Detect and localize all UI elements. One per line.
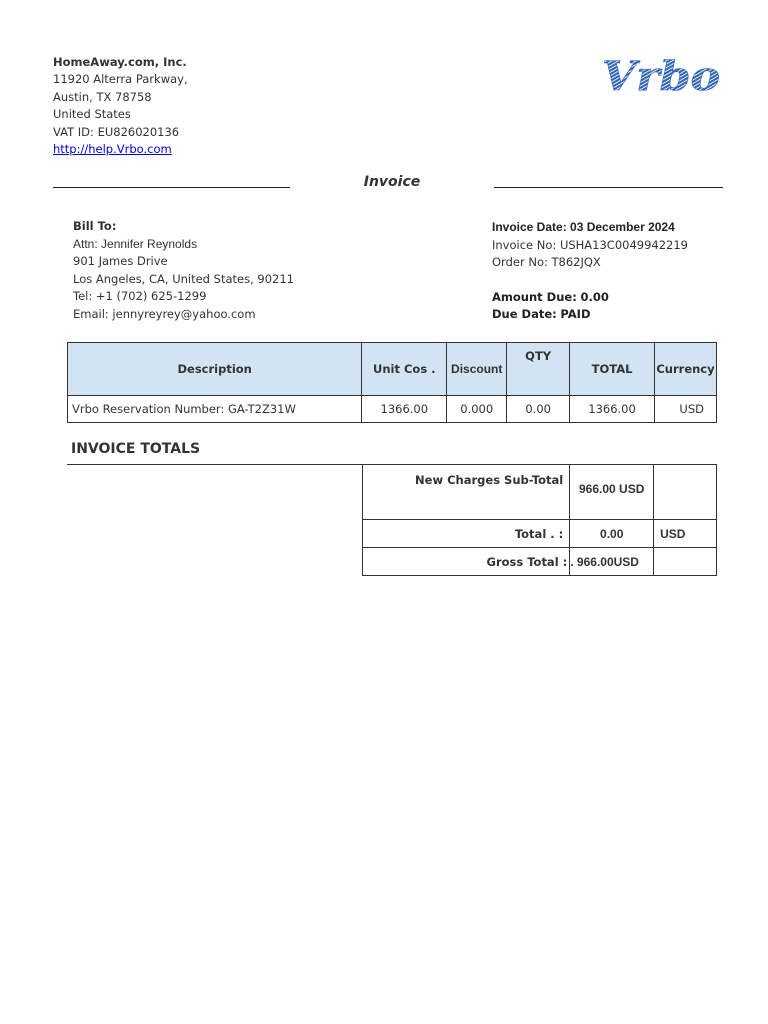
totals-divider <box>67 464 363 465</box>
invoice-date: Invoice Date: 03 December 2024 <box>492 220 675 234</box>
company-country: United States <box>53 107 131 122</box>
bill-to-street: 901 James Drive <box>73 254 168 269</box>
totals-table <box>362 464 717 576</box>
order-number: Order No: T862JQX <box>492 255 601 270</box>
amount-due-label: Amount Due: <box>492 289 577 304</box>
company-address-line1: 11920 Alterra Parkway, <box>53 72 188 87</box>
help-link[interactable]: http://help.Vrbo.com <box>53 142 172 157</box>
company-address <box>53 54 188 158</box>
amount-due <box>492 289 688 307</box>
gross-currency-empty <box>654 548 717 576</box>
col-qty: QTY <box>507 343 570 396</box>
bill-to-heading: Bill To: <box>73 219 117 233</box>
invoice-meta <box>492 219 688 324</box>
subtotal-currency-empty <box>654 465 717 520</box>
title-rule-left <box>53 187 290 188</box>
col-total: TOTAL <box>570 343 655 396</box>
amount-due-value: 0.00 <box>580 289 609 304</box>
due-date <box>492 306 688 324</box>
cell-total: 1366.00 <box>570 396 655 423</box>
cell-currency: USD <box>654 396 716 423</box>
cell-unit-cost: 1366.00 <box>362 396 447 423</box>
due-date-value: PAID <box>560 307 591 322</box>
subtotal-label: New Charges Sub-Total <box>363 465 570 520</box>
bill-to-email: Email: jennyreyrey@yahoo.com <box>73 306 256 321</box>
invoice-number: Invoice No: USHA13C0049942219 <box>492 237 688 252</box>
subtotal-row <box>363 465 717 520</box>
gross-label: Gross Total : <box>363 548 570 576</box>
total-currency: USD <box>654 520 717 548</box>
col-description: Description <box>68 343 362 396</box>
col-discount: Discount <box>447 343 507 396</box>
company-name: HomeAway.com, Inc. <box>53 55 187 69</box>
gross-value: . 966.00USD <box>570 548 654 576</box>
col-currency: Currency <box>654 343 716 396</box>
subtotal-value: 966.00 USD <box>570 465 654 520</box>
cell-discount: 0.000 <box>447 396 507 423</box>
logo-text: Vrbo <box>602 53 720 98</box>
vrbo-logo <box>600 50 724 98</box>
gross-row <box>363 548 717 576</box>
invoice-totals-heading: INVOICE TOTALS <box>71 441 201 457</box>
items-header-row <box>68 343 717 396</box>
total-label: Total . : <box>363 520 570 548</box>
cell-qty: 0.00 <box>507 396 570 423</box>
table-row <box>68 396 717 423</box>
bill-to-city: Los Angeles, CA, United States, 90211 <box>73 271 294 286</box>
bill-to <box>73 218 294 324</box>
company-address-line2: Austin, TX 78758 <box>53 89 152 104</box>
bill-to-attn: Attn: Jennifer Reynolds <box>73 236 198 251</box>
title-rule-right <box>494 187 723 188</box>
cell-description: Vrbo Reservation Number: GA-T2Z31W <box>68 396 362 423</box>
bill-to-tel: Tel: +1 (702) 625-1299 <box>73 289 207 304</box>
col-unit-cost: Unit Cos . <box>362 343 447 396</box>
total-row <box>363 520 717 548</box>
document-title: Invoice <box>363 174 421 190</box>
total-value: 0.00 <box>570 520 654 548</box>
company-vat-id: VAT ID: EU826020136 <box>53 124 180 139</box>
due-date-label: Due Date: <box>492 307 557 322</box>
items-table <box>67 342 717 423</box>
